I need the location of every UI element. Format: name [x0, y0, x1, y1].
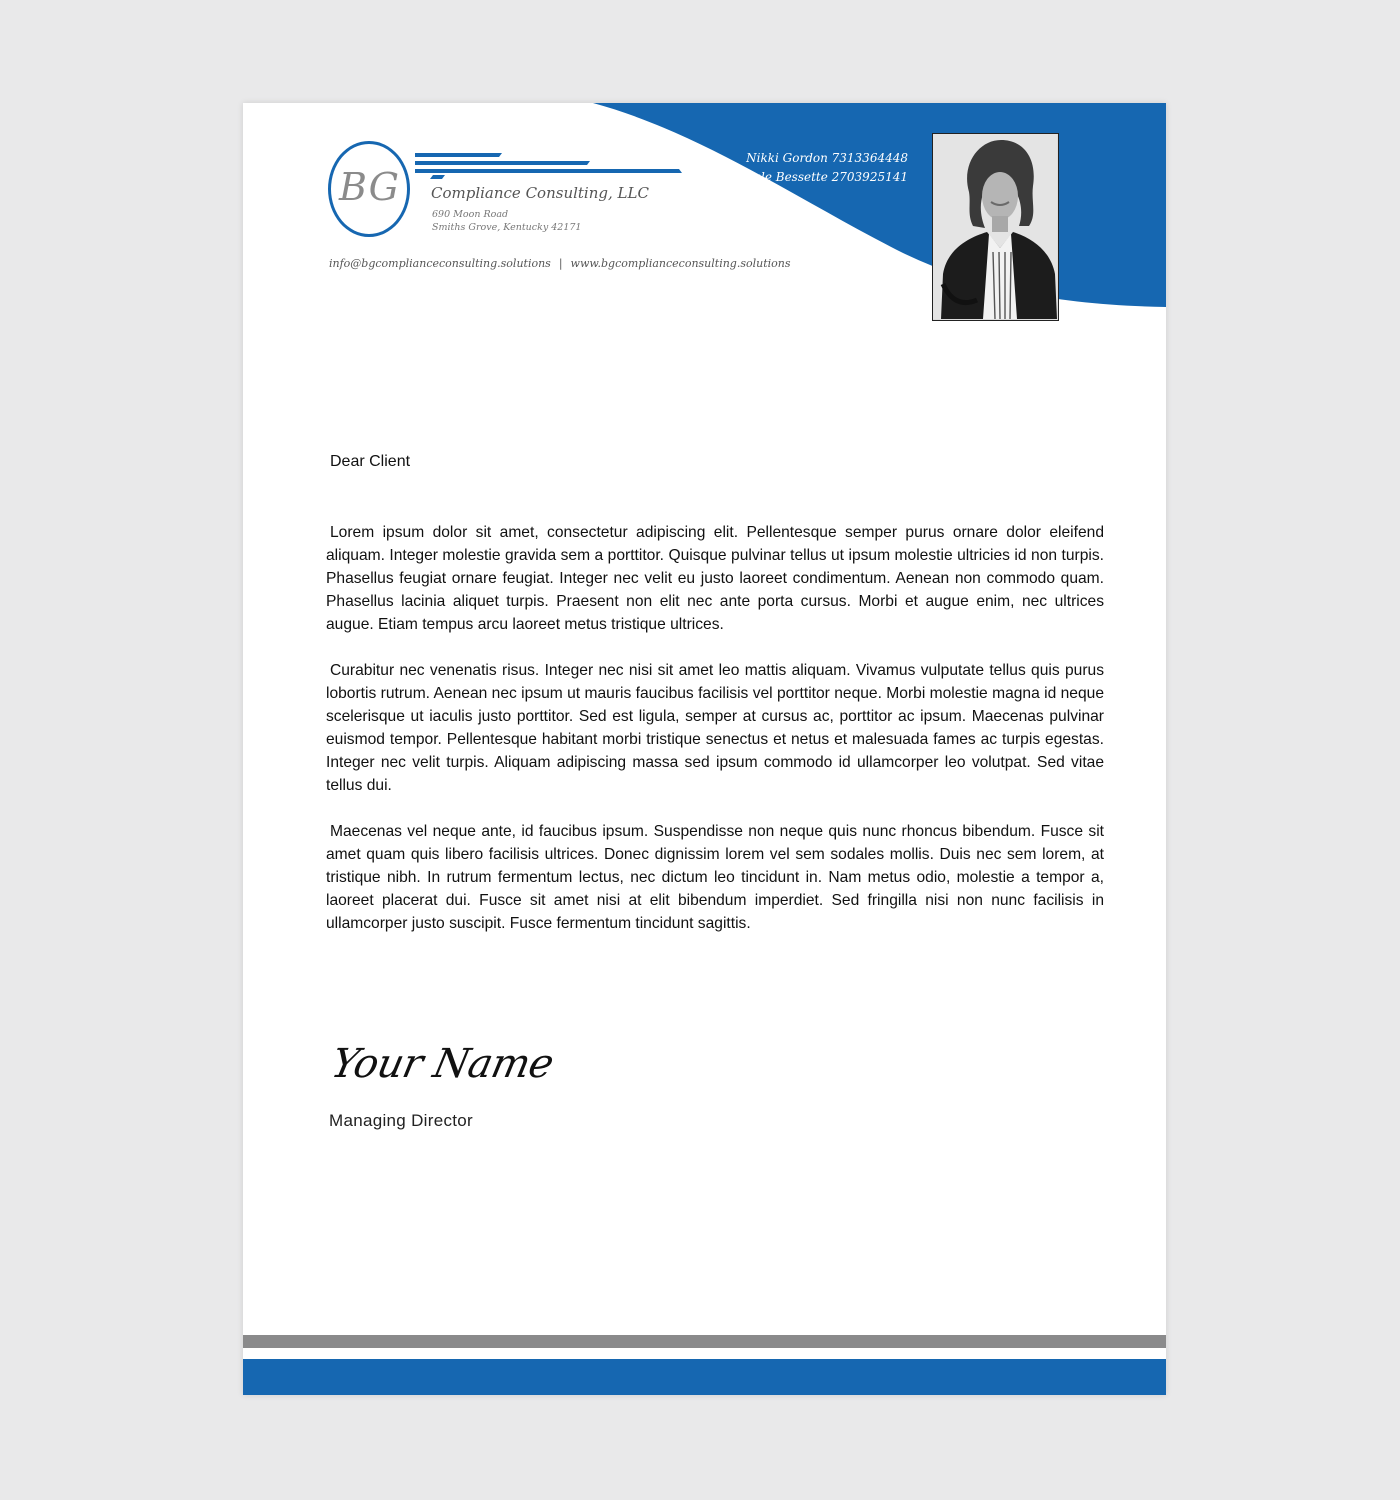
logo-monogram: BG: [339, 165, 400, 209]
footer-gray-bar: [243, 1335, 1166, 1348]
phone-line-2: Dale Bessette 2703925141: [744, 170, 908, 184]
email-link[interactable]: info@bgcomplianceconsulting.solutions: [329, 257, 551, 270]
letterhead-page: [243, 103, 1166, 1395]
body-paragraph-2: Curabitur nec venenatis risus. Integer nec nisi sit amet leo mattis aliquam. Vivamus vulputate tellus quis purus lobortis rutrum. Aenean nec ipsum ut mauris faucibus facilisis vel porttitor neque. Morbi molestie magna id neque scelerisque ut iaculis justo porttitor. Sed est ligula, semper at cursus ac, porttitor ac ipsum. Maecenas pulvinar euismod tempor. Pellentesque habitant morbi tristique senectus et netus et malesuada fames ac turpis egestas. Integer nec velit turpis. Aliquam adipiscing massa sed ipsum commodo id ullamcorper leo volutpat. Sed vitae tellus dui.: [326, 662, 1104, 794]
contact-line: [329, 257, 791, 270]
address-line-1: 690 Moon Road: [432, 209, 509, 220]
portrait-photo: [932, 133, 1059, 321]
contact-separator: |: [558, 257, 563, 270]
body-paragraph-3: Maecenas vel neque ante, id faucibus ipsum. Suspendisse non neque quis nunc rhoncus bibendum. Fusce sit amet quam quis libero facilisis ultrices. Donec dignissim lorem vel sem sodales mollis. Duis nec sem lorem, at tristique nibh. In rutrum fermentum lectus, nec dictum leo tincidunt in. Nam metus odio, molestie a tempor a, laoreet placerat dui. Fusce sit amet nisi at elit bibendum imperdiet. Sed fringilla nisi non nunc facilisis in ullamcorper justo suscipit. Fusce fermentum tincidunt sagittis.: [326, 823, 1104, 932]
body-paragraph-1: Lorem ipsum dolor sit amet, consectetur adipiscing elit. Pellentesque semper purus ornare dolor eleifend aliquam. Integer molestie gravida sem a porttitor. Quisque pulvinar tellus ut ipsum molestie ultricies id non turpis. Phasellus feugiat ornare feugiat. Integer nec velit eu justo laoreet condimentum. Aenean non commodo quam. Phasellus lacinia aliquet turpis. Praesent non elit nec ante porta cursus. Morbi et augue enim, nec ultrices augue. Etiam tempus arcu laoreet metus tristique ultrices.: [326, 524, 1104, 633]
phone-line-1: Nikki Gordon 7313364448: [746, 151, 908, 165]
signer-title: Managing Director: [329, 1111, 473, 1130]
company-name: Compliance Consulting, LLC: [431, 184, 649, 202]
address-line-2: Smiths Grove, Kentucky 42171: [432, 222, 582, 233]
signature: Your Name: [327, 1041, 558, 1087]
letter-body: [326, 521, 1104, 958]
logo-speed-lines: [415, 152, 695, 182]
company-logo: [327, 141, 707, 253]
website-link[interactable]: www.bgcomplianceconsulting.solutions: [570, 257, 791, 270]
footer-blue-bar: [243, 1359, 1166, 1395]
phone-block: [744, 149, 908, 187]
salutation: Dear Client: [330, 453, 411, 470]
portrait-image: [933, 134, 1057, 319]
